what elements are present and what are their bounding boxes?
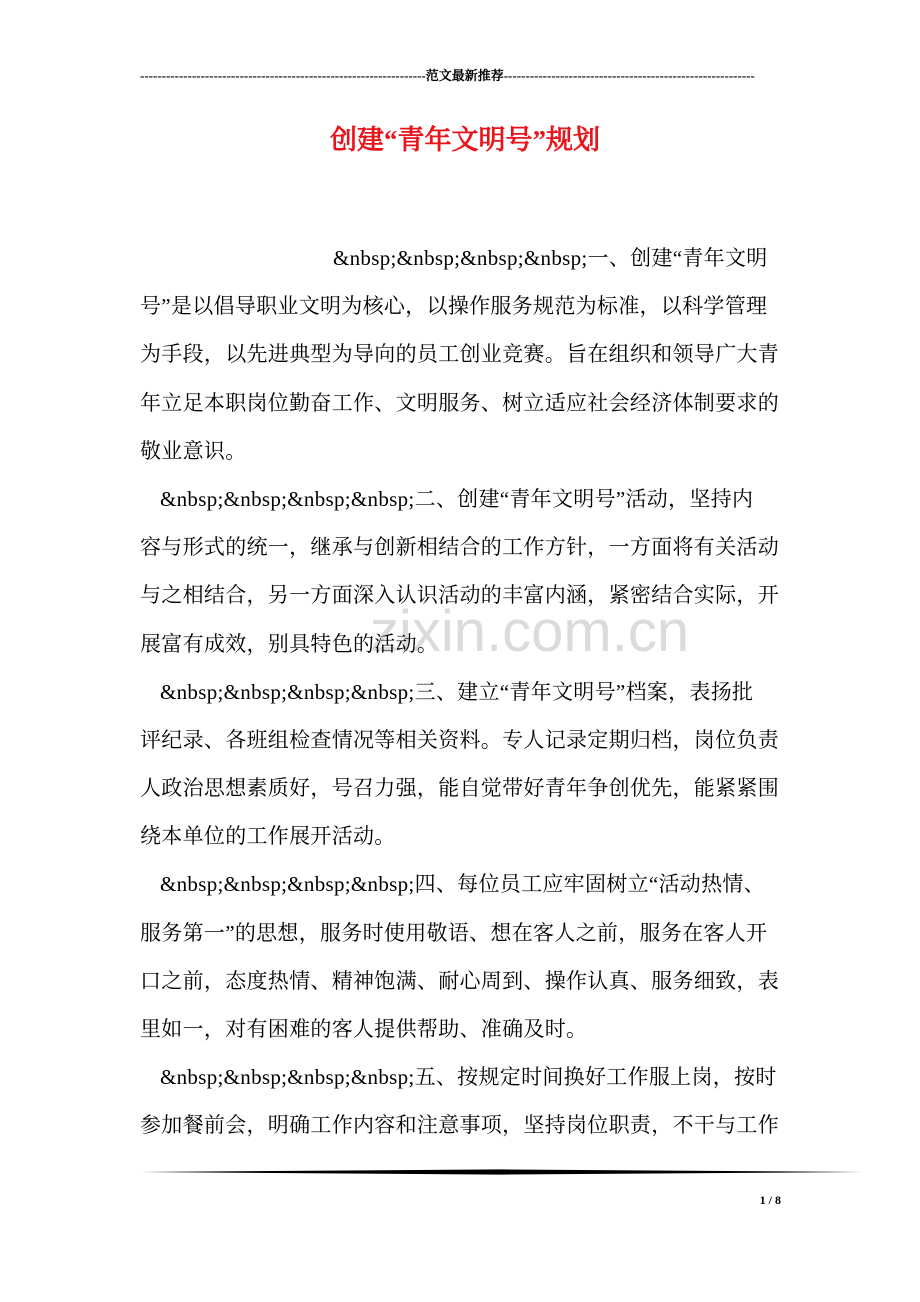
paragraph-line: 与之相结合，另一方面深入认识活动的丰富内涵，紧密结合实际，开	[140, 583, 779, 608]
paragraph-line: 展富有成效，别具特色的活动。	[140, 631, 439, 656]
paragraph-line: &nbsp;&nbsp;&nbsp;&nbsp;二、创建“青年文明号”活动，坚持内	[160, 486, 754, 511]
footer-rule-shape	[140, 1169, 864, 1174]
paragraph-line: 里如一，对有困难的客人提供帮助、准确及时。	[140, 1017, 588, 1041]
document-body	[140, 234, 800, 1150]
paragraph-line: &nbsp;&nbsp;&nbsp;&nbsp;四、每位员工应牢固树立“活动热情、	[160, 872, 765, 897]
paragraph-line: 为手段，以先进典型为导向的员工创业竞赛。旨在组织和领导广大青	[140, 342, 779, 367]
paragraph	[140, 668, 800, 861]
footer-rule	[140, 1166, 864, 1178]
header-banner: ------------------------------------------------------------------范文最新推荐----------------------------------------------------------	[140, 68, 755, 83]
paragraph	[140, 475, 800, 668]
paragraph-line: 年立足本职岗位勤奋工作、文明服务、树立适应社会经济体制要求的	[140, 390, 779, 415]
paragraph-line: 容与形式的统一，继承与创新相结合的工作方针，一方面将有关活动	[140, 535, 779, 560]
paragraph-line: 人政治思想素质好，号召力强，能自觉带好青年争创优先，能紧紧围	[140, 776, 779, 801]
paragraph-line: 敬业意识。	[140, 438, 247, 463]
paragraph	[140, 234, 800, 475]
watermark: zixin.com.cn	[370, 599, 690, 664]
paragraph-line: &nbsp;&nbsp;&nbsp;&nbsp;一、创建“青年文明	[333, 246, 768, 270]
paragraph-line: 绕本单位的工作展开活动。	[140, 824, 396, 849]
paragraph-line: 号”是以倡导职业文明为核心，以操作服务规范为标准，以科学管理	[140, 294, 768, 319]
paragraph-line: 参加餐前会，明确工作内容和注意事项，坚持岗位职责，不干与工作	[140, 1113, 779, 1138]
paragraph-line: 服务第一”的思想，服务时使用敬语、想在客人之前，服务在客人开	[140, 920, 768, 945]
document-title: 创建“青年文明号”规划	[330, 125, 600, 155]
paragraph	[140, 1053, 800, 1149]
paragraph	[140, 860, 800, 1053]
paragraph-line: &nbsp;&nbsp;&nbsp;&nbsp;三、建立“青年文明号”档案，表扬批	[160, 679, 754, 704]
paragraph-line: 评纪录、各班组检查情况等相关资料。专人记录定期归档，岗位负责	[140, 727, 779, 752]
paragraph-line: &nbsp;&nbsp;&nbsp;&nbsp;五、按规定时间换好工作服上岗，按时	[160, 1065, 777, 1090]
paragraph-line: 口之前，态度热情、精神饱满、耐心周到、操作认真、服务细致，表	[140, 968, 779, 993]
page-number: 1 / 8	[759, 1193, 781, 1207]
